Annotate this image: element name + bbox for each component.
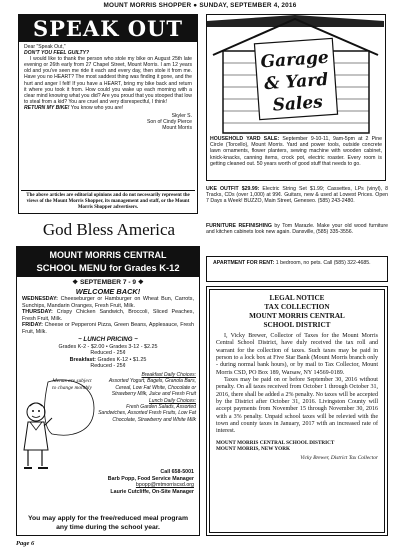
daily-choices xyxy=(98,372,196,423)
letter-signature xyxy=(24,113,192,131)
classified-text: Electric String Set $1.99; Cassettes, LPs (vinyl), 8 Tracks, CDs (over 1,000) at 99¢. Guitars, new & used at Lowest Prices. Open 7 Days a Week! BUZZO, Main Street, Geneseo. (585) 243-2480. xyxy=(206,186,388,205)
speak-out-box xyxy=(18,14,198,214)
tax-notice-box xyxy=(206,286,388,536)
menu-heading-line1: MOUNT MORRIS CENTRAL xyxy=(49,250,167,260)
school-menu-heading xyxy=(17,247,199,277)
tax-notice-body xyxy=(216,333,378,436)
speak-out-title: SPEAK OUT xyxy=(19,15,197,42)
menu-contact xyxy=(84,469,194,495)
classified-uke-outfit xyxy=(206,186,388,205)
contact-phone: Call 658-5001 xyxy=(160,469,194,475)
lunch-choices-title: Lunch Daily Choices: xyxy=(149,397,196,404)
letter-closing: You know who you are! xyxy=(69,104,124,111)
breakfast-label: Breakfast: xyxy=(69,356,96,363)
menu-lower-section xyxy=(22,372,194,472)
classified-label: FURNITURE REFINISHING xyxy=(206,223,272,229)
yard-sale-label: HOUSEHOLD YARD SALE: xyxy=(210,136,280,142)
sign-line-1: Garage xyxy=(259,47,330,73)
yard-sale-listing xyxy=(210,136,382,167)
contact-manager: Barb Popp, Food Service Manager xyxy=(107,475,194,482)
lunch-choices: Fresh Garden Salads, Assorted Sandwiches, Assorted Fresh Fruits, Low Fat Chocolate, Strawberry and White Milk xyxy=(98,403,196,423)
signature-relation: Son of Cindy Pierce xyxy=(146,119,192,126)
sign-line-3: Sales xyxy=(272,92,324,116)
lunch-price: Grades K-2 - $2.00 • Grades 3-12 - $2.25 xyxy=(58,343,158,350)
letter-salutation: Dear "Speak Out," xyxy=(24,44,66,50)
tax-paragraph-2: Taxes may be paid on or before September 30, 2016 without penalty. On all taxes received from October 1 through October 31, 2016, there shall be added a 2% penalty. No taxes will be accepted by the District after October 31, 2016. Livingston County will accept payments from November 15 through November 30, 2016 with a 3% penalty. Unpaid school taxes will be relevied with the town and county taxes in January, 2017 with an increased rate of interest. xyxy=(216,377,378,435)
tax-paragraph-1: I, Vicky Brewer, Collector of Taxes for the Mount Morris Central School District, have duly received the tax roll and warrant for the collection of taxes. Such taxes may be paid in person to a lock box at Five Star Bank (Mount Morris branch only - during normal bank hours), or by mail to Tax Collector, Mount Morris CSD, PO Box 189, Warsaw, NY 14569-0189. xyxy=(216,333,378,376)
day-label: FRIDAY: xyxy=(22,322,43,329)
sign-line-2: & Yard xyxy=(263,69,329,95)
lunch-pricing-title: ~ LUNCH PRICING ~ xyxy=(78,335,138,343)
day-label: THURSDAY: xyxy=(22,309,53,316)
breakfast-price xyxy=(22,357,194,364)
breakfast-reduced: Reduced - 25¢ xyxy=(90,363,126,370)
classified-text: by Tom Marazle. Make your old wood furniture and kitchen cabinets look new again. Dansville, (585) 335-3556. xyxy=(206,223,388,236)
tax-location: MOUNT MORRIS, NEW YORK xyxy=(216,446,290,453)
day-items: Crispy Chicken Sandwich, Broccoli, Sliced Peaches, Fresh Fruit, Milk. xyxy=(22,309,194,322)
masthead: MOUNT MORRIS SHOPPER ● SUNDAY, SEPTEMBER 4, 2016 xyxy=(103,2,297,9)
apartment-label: APARTMENT FOR RENT: xyxy=(213,260,275,266)
day-label: WEDNESDAY: xyxy=(22,296,58,302)
tax-title-3: MOUNT MORRIS CENTRAL xyxy=(249,312,345,320)
menu-welcome: WELCOME BACK! xyxy=(75,287,141,296)
school-menu-box xyxy=(16,246,200,536)
tax-title-1: LEGAL NOTICE xyxy=(269,294,325,302)
menu-heading-line2: SCHOOL MENU for Grades K-12 xyxy=(36,262,180,273)
menu-day-friday xyxy=(22,322,194,335)
garage-sale-box xyxy=(206,14,386,181)
day-items: Cheeseburger or Hamburger on Wheat Bun, Carrots, Sunchips, Mandarin Oranges, Fresh Fruit, Milk. xyxy=(22,296,194,309)
speak-out-letter xyxy=(19,42,197,131)
classified-furniture xyxy=(206,223,388,235)
day-items: Cheese or Pepperoni Pizza, Green Beans, Applesauce, Fresh Fruit, Milk. xyxy=(22,322,194,335)
tax-notice-inner xyxy=(209,289,385,533)
breakfast-choices: Assorted Yogurt, Bagels, Granola Bars, Cereal, Low Fat White, Chocolate or Strawberry Milk, Juice and Fresh Fruit xyxy=(108,378,196,398)
tax-title-2: TAX COLLECTION xyxy=(264,303,330,311)
contact-onsite-manager: Laurie Cutcliffe, On-Site Manager xyxy=(110,488,194,495)
garage-sale-sign-icon xyxy=(207,15,384,135)
letter-body: I would like to thank the person who stole my bike on August 25th late evening or 26th early from 27 Chapel Street, Mount Morris. I am 12 years old and you've seen me ride it each and every day, then stole it from me. Have you no HEART? The most saddest thing was finding it gone, and the hurt and anger I felt! If you have a HEART, bring my bike back and return it where you took it from. How could you wake up each morning with a clear mind knowing what you did? Are you proud that you stooped that low to steal from a kid? You are cruel and very disrespectful, I think! xyxy=(24,56,192,105)
editorial-disclaimer: The above articles are editorial opinions and do not necessarily represent the views of the Mount Morris Shopper, its management and staff, or the Mount Morris Shopper advertisers. xyxy=(21,190,195,211)
breakfast-price-value: Grades K-12 • $1.25 xyxy=(95,356,147,363)
cartoon-note: Menus are subject to change monthly xyxy=(52,377,92,391)
yard-sale-details: September 9-10-11, 9am-5pm at 2 Pine Circle (Torcello), Mount Morris. Yard and power tools, outside concrete lawn ornaments, flower planters, sewing machine with wooden cabinet, knick-knacks, canning items, crock pot, electric roaster. Every room is getting cleaned out. 50 years worth of good stuff that needs to go. xyxy=(210,136,382,167)
apartment-text: 1 bedroom, no pets. Call (585) 322-4685. xyxy=(274,260,371,266)
meal-program-note: You may apply for the free/reduced meal program any time during the school year. xyxy=(27,515,189,531)
tax-title-4: SCHOOL DISTRICT xyxy=(263,321,331,329)
contact-email-link[interactable]: bpopp@mtmorriscsd.org xyxy=(135,482,194,489)
cartoon-man-icon xyxy=(22,378,96,472)
signature-town: Mount Morris xyxy=(162,125,192,132)
letter-headline: DON'T YOU FEEL GUILTY? xyxy=(24,50,90,57)
classified-label: UKE OUTFIT $29.99: xyxy=(206,186,260,192)
menu-day-wednesday xyxy=(22,296,194,309)
page-number: Page 6 xyxy=(16,540,35,547)
god-bless-america-banner: God Bless America xyxy=(42,220,176,239)
letter-closing-emphasis: RETURN MY BIKE! xyxy=(24,104,70,111)
breakfast-choices-title: Breakfast Daily Choices: xyxy=(141,371,196,378)
tax-collector-signature: Vicky Brewer, District Tax Collector xyxy=(300,455,378,461)
school-menu-body xyxy=(17,277,199,474)
signature-name: Skyler S. xyxy=(171,113,192,120)
menu-dates: ❖ SEPTEMBER 7 - 9 ❖ xyxy=(72,279,144,286)
tax-district: MOUNT MORRIS CENTRAL SCHOOL DISTRICT xyxy=(216,439,335,446)
apartment-ad xyxy=(206,256,388,282)
lunch-reduced: Reduced - 25¢ xyxy=(90,350,126,357)
menu-day-thursday xyxy=(22,309,194,322)
